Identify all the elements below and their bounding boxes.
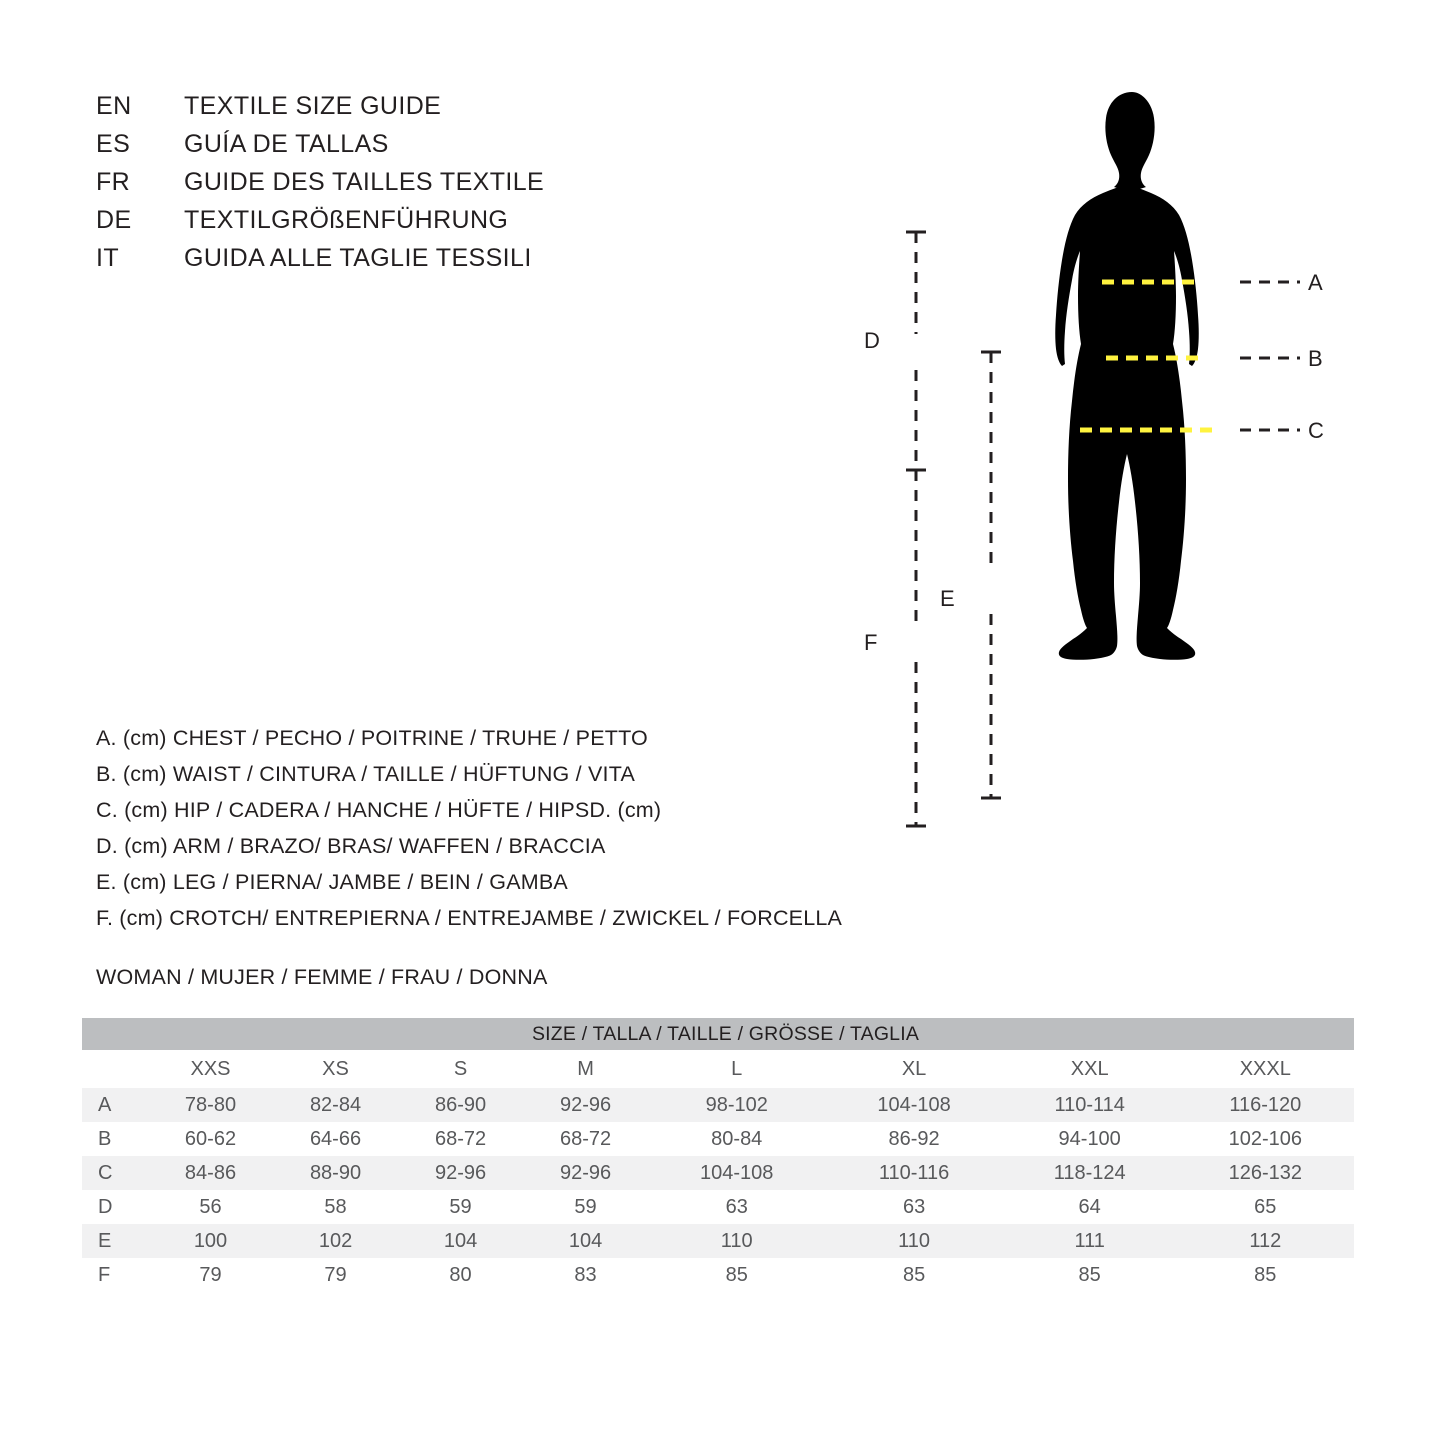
cell-a-s: 86-90 bbox=[398, 1088, 523, 1122]
cell-e-m: 104 bbox=[523, 1224, 648, 1258]
cell-e-xxs: 100 bbox=[148, 1224, 273, 1258]
cell-f-m: 83 bbox=[523, 1258, 648, 1292]
cell-e-xxxl: 112 bbox=[1177, 1224, 1354, 1258]
cell-c-xl: 110-116 bbox=[825, 1156, 1002, 1190]
cell-c-xxxl: 126-132 bbox=[1177, 1156, 1354, 1190]
dimension-label-c: C bbox=[1308, 418, 1324, 443]
table-row bbox=[82, 1122, 1354, 1156]
cell-a-xl: 104-108 bbox=[825, 1088, 1002, 1122]
table-column-headers bbox=[82, 1050, 1354, 1088]
cell-f-xxs: 79 bbox=[148, 1258, 273, 1292]
table-header-bar bbox=[82, 1018, 1354, 1050]
cell-f-l: 85 bbox=[648, 1258, 825, 1292]
language-code-it: IT bbox=[96, 244, 120, 272]
title-text-en: TEXTILE SIZE GUIDE bbox=[184, 92, 442, 120]
col-header-xs: XS bbox=[322, 1057, 349, 1080]
cell-b-l: 80-84 bbox=[648, 1122, 825, 1156]
col-header-l: L bbox=[731, 1057, 743, 1080]
title-row-en bbox=[96, 92, 736, 130]
cell-d-m: 59 bbox=[523, 1190, 648, 1224]
title-row-es bbox=[96, 130, 736, 168]
cell-f-xl: 85 bbox=[825, 1258, 1002, 1292]
table-row bbox=[82, 1088, 1354, 1122]
leg-dimension-bracket bbox=[981, 352, 1001, 798]
cell-c-xxl: 118-124 bbox=[1003, 1156, 1177, 1190]
cell-b-xxl: 94-100 bbox=[1003, 1122, 1177, 1156]
cell-f-xxxl: 85 bbox=[1177, 1258, 1354, 1292]
legend-row-e: E. (cm) LEG / PIERNA/ JAMBE / BEIN / GAMBA bbox=[96, 870, 568, 894]
title-row-it bbox=[96, 244, 736, 282]
col-header-xl: XL bbox=[901, 1057, 927, 1080]
cell-b-m: 68-72 bbox=[523, 1122, 648, 1156]
cell-a-xxl: 110-114 bbox=[1003, 1088, 1177, 1122]
cell-f-xxl: 85 bbox=[1003, 1258, 1177, 1292]
cell-b-xl: 86-92 bbox=[825, 1122, 1002, 1156]
title-row-fr bbox=[96, 168, 736, 206]
cell-a-xxs: 78-80 bbox=[148, 1088, 273, 1122]
cell-e-l: 110 bbox=[648, 1224, 825, 1258]
cell-a-xs: 82-84 bbox=[273, 1088, 398, 1122]
woman-silhouette-icon bbox=[1055, 92, 1199, 660]
table-row bbox=[82, 1156, 1354, 1190]
cell-b-s: 68-72 bbox=[398, 1122, 523, 1156]
cell-e-xxl: 111 bbox=[1003, 1224, 1177, 1258]
row-label-f: F bbox=[82, 1258, 148, 1292]
cell-c-xxs: 84-86 bbox=[148, 1156, 273, 1190]
dimension-label-f: F bbox=[864, 630, 878, 655]
language-code-en: EN bbox=[96, 92, 132, 120]
row-label-b: B bbox=[82, 1122, 148, 1156]
row-label-d: D bbox=[82, 1190, 148, 1224]
legend-row-d: D. (cm) ARM / BRAZO/ BRAS/ WAFFEN / BRACCIA bbox=[96, 834, 606, 858]
row-label-c: C bbox=[82, 1156, 148, 1190]
cell-a-l: 98-102 bbox=[648, 1088, 825, 1122]
dimension-label-d: D bbox=[864, 328, 880, 353]
cell-d-xl: 63 bbox=[825, 1190, 1002, 1224]
cell-d-xxs: 56 bbox=[148, 1190, 273, 1224]
col-header-xxxl: XXXL bbox=[1239, 1057, 1291, 1080]
title-text-fr: GUIDE DES TAILLES TEXTILE bbox=[184, 168, 545, 196]
cell-a-m: 92-96 bbox=[523, 1088, 648, 1122]
language-code-de: DE bbox=[96, 206, 132, 234]
legend-row-c: C. (cm) HIP / CADERA / HANCHE / HÜFTE / HIPSD. (cm) bbox=[96, 798, 662, 822]
col-header-s: S bbox=[453, 1057, 468, 1080]
legend-row-f: F. (cm) CROTCH/ ENTREPIERNA / ENTREJAMBE / ZWICKEL / FORCELLA bbox=[96, 906, 843, 930]
legend-block bbox=[96, 726, 886, 942]
dimension-label-a: A bbox=[1308, 270, 1323, 295]
col-header-xxs: XXS bbox=[190, 1057, 231, 1080]
cell-a-xxxl: 116-120 bbox=[1177, 1088, 1354, 1122]
legend-row-a: A. (cm) CHEST / PECHO / POITRINE / TRUHE / PETTO bbox=[96, 726, 648, 750]
cell-e-s: 104 bbox=[398, 1224, 523, 1258]
cell-d-s: 59 bbox=[398, 1190, 523, 1224]
col-header-xxl: XXL bbox=[1070, 1057, 1109, 1080]
row-label-e: E bbox=[82, 1224, 148, 1258]
size-table bbox=[82, 1018, 1354, 1292]
title-row-de bbox=[96, 206, 736, 244]
table-header-label: SIZE / TALLA / TAILLE / GRÖSSE / TAGLIA bbox=[82, 1018, 1354, 1050]
cell-d-xxxl: 65 bbox=[1177, 1190, 1354, 1224]
arm-dimension-bracket bbox=[906, 232, 926, 470]
title-text-it: GUIDA ALLE TAGLIE TESSILI bbox=[184, 244, 532, 272]
cell-c-l: 104-108 bbox=[648, 1156, 825, 1190]
cell-f-s: 80 bbox=[398, 1258, 523, 1292]
measurement-figure bbox=[840, 40, 1400, 940]
cell-d-xs: 58 bbox=[273, 1190, 398, 1224]
cell-e-xl: 110 bbox=[825, 1224, 1002, 1258]
table-row bbox=[82, 1224, 1354, 1258]
cell-c-m: 92-96 bbox=[523, 1156, 648, 1190]
cell-c-xs: 88-90 bbox=[273, 1156, 398, 1190]
legend-row-b: B. (cm) WAIST / CINTURA / TAILLE / HÜFTUNG / VITA bbox=[96, 762, 635, 786]
cell-f-xs: 79 bbox=[273, 1258, 398, 1292]
language-code-es: ES bbox=[96, 130, 131, 158]
crotch-dimension-bracket bbox=[906, 470, 926, 826]
corner-cell bbox=[82, 1050, 148, 1088]
cell-c-s: 92-96 bbox=[398, 1156, 523, 1190]
title-block bbox=[96, 92, 736, 282]
dimension-label-e: E bbox=[940, 586, 955, 611]
cell-b-xxxl: 102-106 bbox=[1177, 1122, 1354, 1156]
table-row bbox=[82, 1258, 1354, 1292]
table-row bbox=[82, 1190, 1354, 1224]
cell-d-l: 63 bbox=[648, 1190, 825, 1224]
cell-e-xs: 102 bbox=[273, 1224, 398, 1258]
row-label-a: A bbox=[82, 1088, 148, 1122]
dimension-label-b: B bbox=[1308, 346, 1323, 371]
cell-b-xs: 64-66 bbox=[273, 1122, 398, 1156]
title-text-es: GUÍA DE TALLAS bbox=[184, 130, 389, 158]
col-header-m: M bbox=[577, 1057, 594, 1080]
cell-b-xxs: 60-62 bbox=[148, 1122, 273, 1156]
gender-label: WOMAN / MUJER / FEMME / FRAU / DONNA bbox=[96, 965, 548, 989]
language-code-fr: FR bbox=[96, 168, 131, 196]
cell-d-xxl: 64 bbox=[1003, 1190, 1177, 1224]
title-text-de: TEXTILGRÖßENFÜHRUNG bbox=[184, 206, 509, 234]
figure-svg bbox=[840, 40, 1400, 940]
